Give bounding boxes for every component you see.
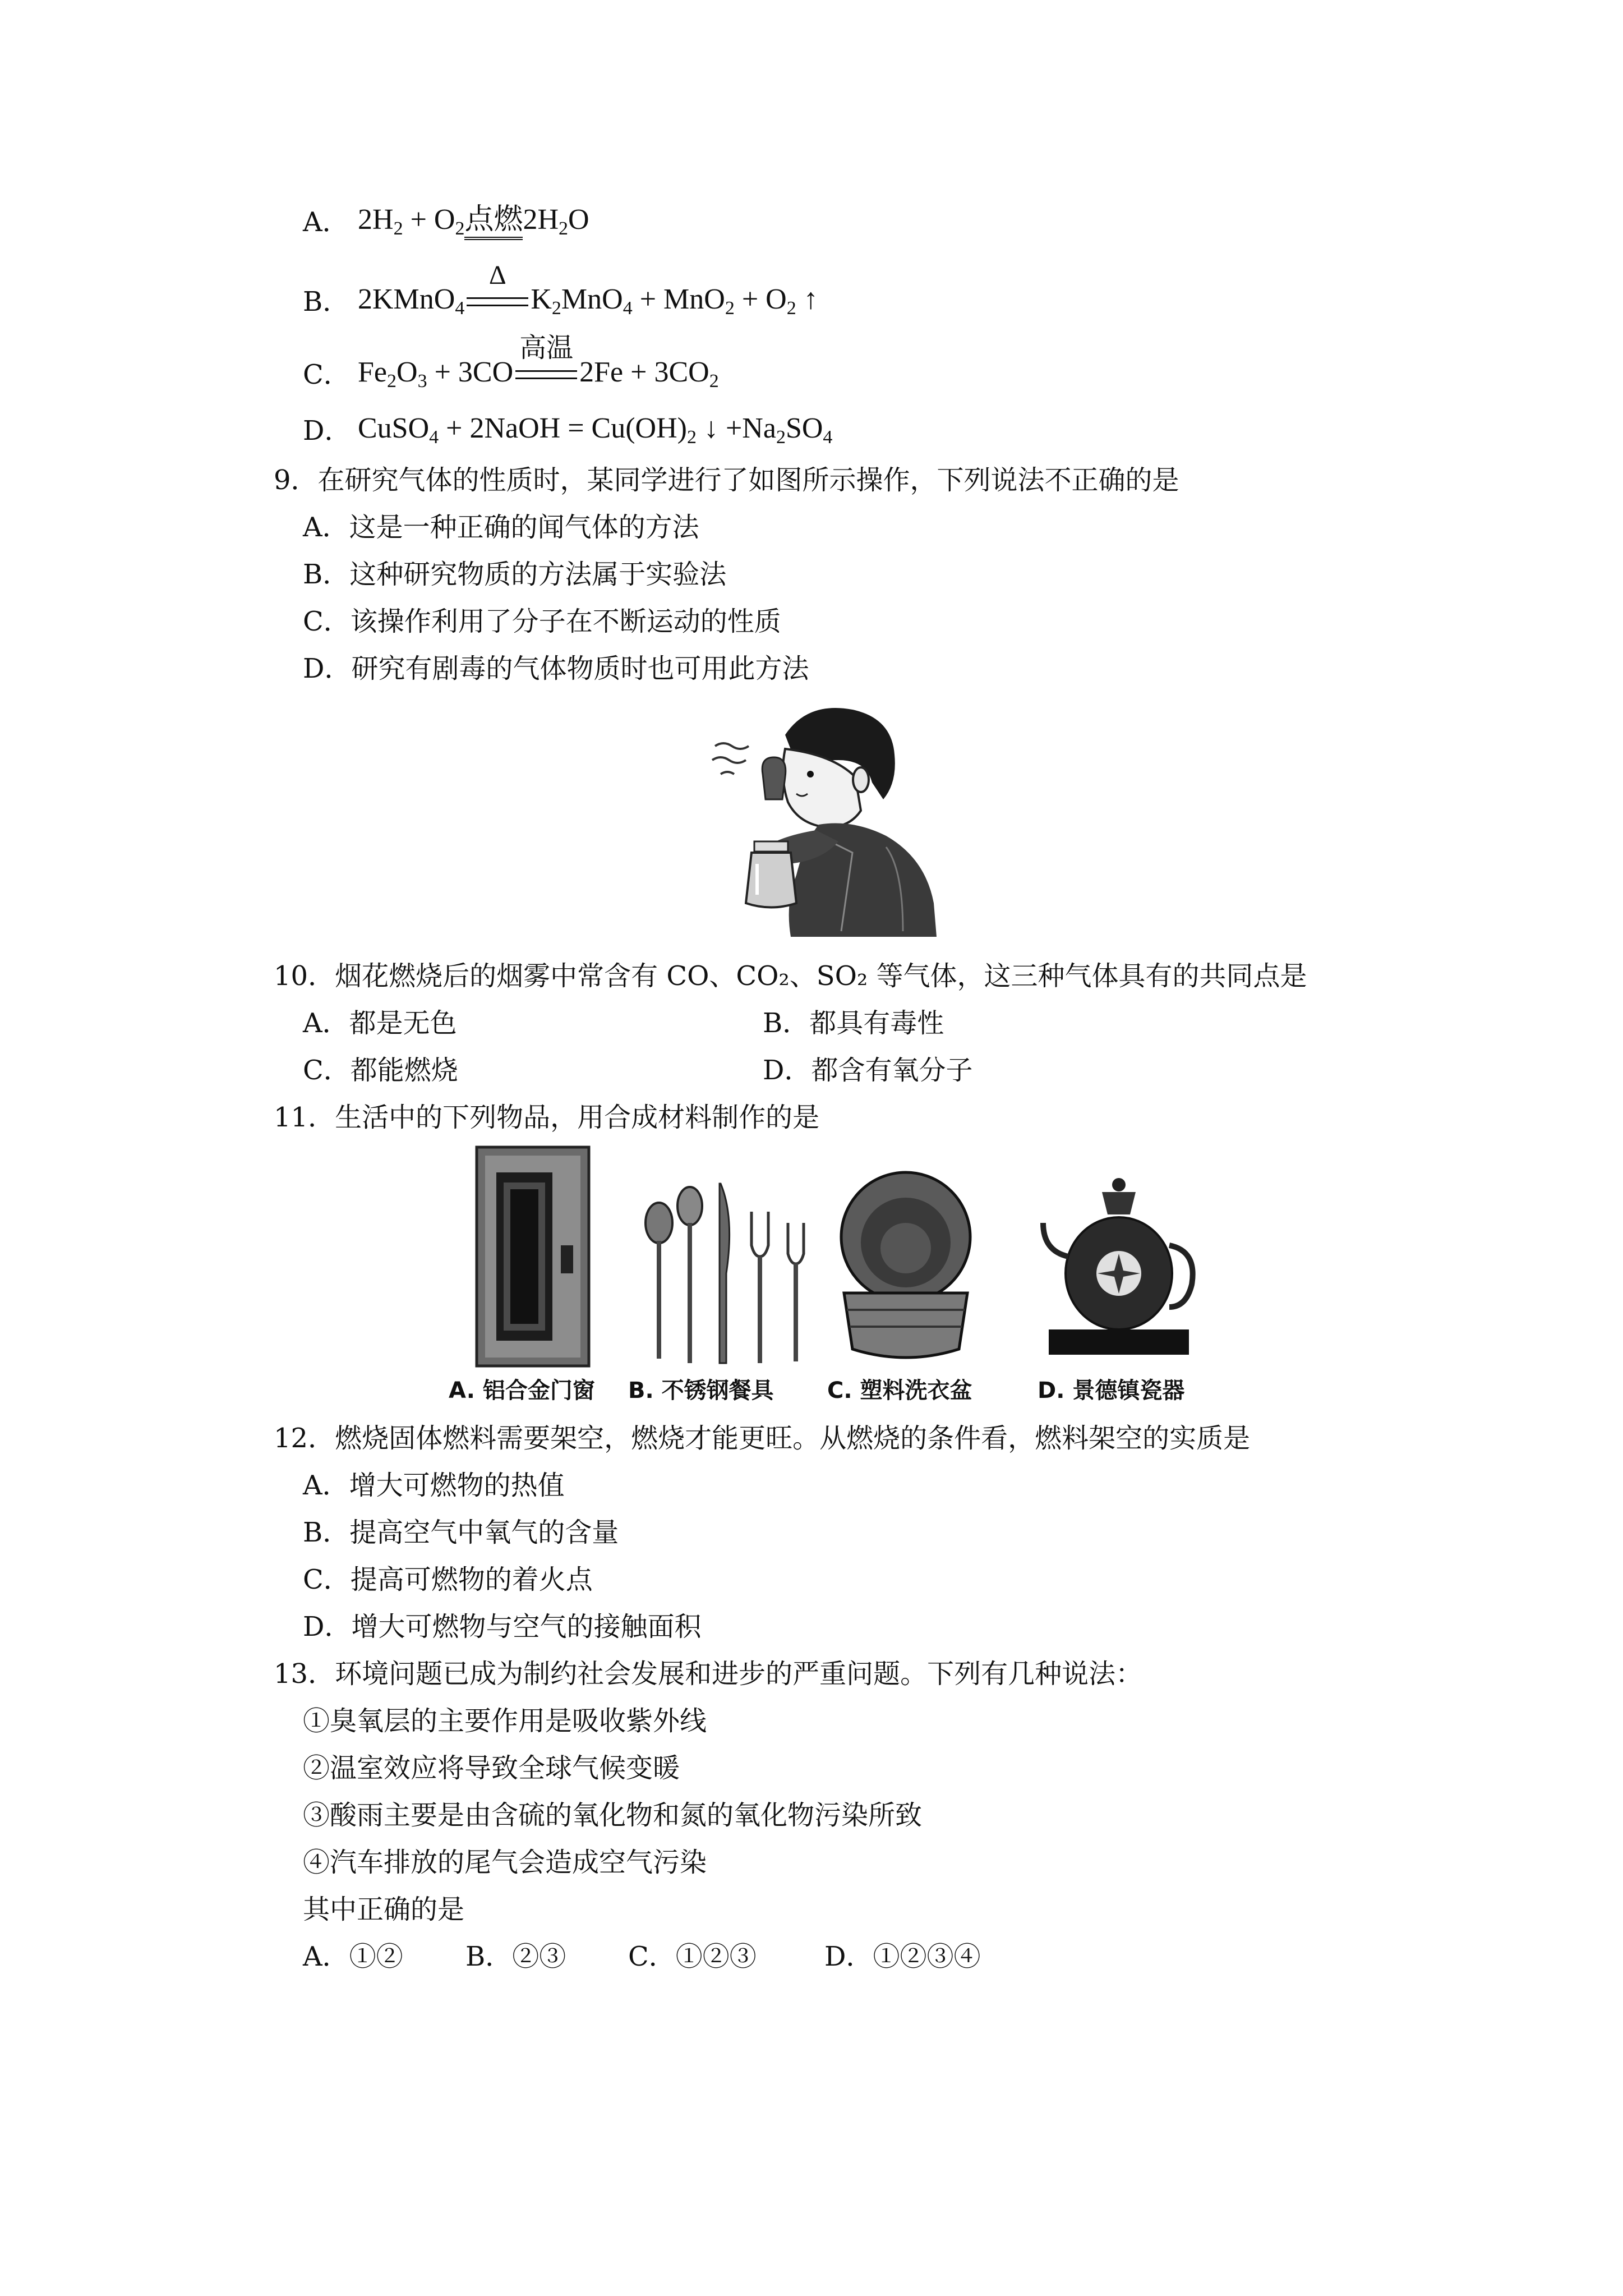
q10-stem: 10．烟花燃烧后的烟雾中常含有 CO、CO₂、SO₂ 等气体，这三种气体具有的共同点是 <box>274 960 1307 992</box>
q10-option-a: A．都是无色 <box>303 1007 457 1039</box>
q11-caption-b: B. 不锈钢餐具 <box>628 1378 774 1404</box>
jingdezhen-porcelain-image <box>1038 1172 1200 1363</box>
q11-caption-d: D. 景德镇瓷器 <box>1038 1378 1185 1404</box>
q8-condition-a: 点燃 <box>464 204 523 240</box>
q8-equation-a: $2H_2 + O_2$点燃$2H_2O$ <box>358 204 589 239</box>
q8-option-a-label: A． <box>303 206 349 238</box>
aluminum-door-image <box>471 1144 594 1369</box>
q9-option-b: B．这种研究物质的方法属于实验法 <box>303 559 727 590</box>
q10-option-c: C．都能燃烧 <box>303 1055 458 1086</box>
q13-statement-1: ①臭氧层的主要作用是吸收紫外线 <box>303 1705 707 1737</box>
q13-option-d: D．①②③④ <box>824 1941 981 1972</box>
q13-option-a: A．①② <box>303 1941 403 1972</box>
q13-statement-2: ②温室效应将导致全球气候变暖 <box>303 1752 680 1784</box>
q13-stem: 13．环境问题已成为制约社会发展和进步的严重问题。下列有几种说法： <box>274 1658 1143 1690</box>
q13-question: 其中正确的是 <box>303 1894 465 1925</box>
q13-statement-4: ④汽车排放的尾气会造成空气污染 <box>303 1847 707 1878</box>
q13-option-b: B．②③ <box>465 1941 566 1972</box>
q8-condition-b: Δ <box>488 260 506 290</box>
q8-condition-c: 高温 <box>519 333 574 363</box>
q12-option-c: C．提高可燃物的着火点 <box>303 1564 593 1595</box>
q11-caption-a: A. 铝合金门窗 <box>449 1378 595 1404</box>
q12-stem: 12．燃烧固体燃料需要架空，燃烧才能更旺。从燃烧的条件看，燃料架空的实质是 <box>274 1423 1251 1454</box>
q9-option-a: A．这是一种正确的闻气体的方法 <box>303 512 699 543</box>
q8-equation-c: $Fe_2O_3 + 3CO$ 高温 $2Fe + 3CO_2$ <box>358 333 719 392</box>
q13-option-c: C．①②③ <box>628 1941 757 1972</box>
q12-option-b: B．提高空气中氧气的含量 <box>303 1517 619 1548</box>
boy-smelling-gas-illustration <box>701 696 948 937</box>
plastic-washbasin-image <box>836 1164 976 1372</box>
q8-option-d-label: D． <box>303 415 352 447</box>
q12-option-a: A．增大可燃物的热值 <box>303 1470 565 1501</box>
q9-option-d: D．研究有剧毒的气体物质时也可用此方法 <box>303 653 809 684</box>
q8-option-c-label: C． <box>303 359 351 390</box>
q8-option-b-label: B． <box>303 286 350 318</box>
q10-option-d: D．都含有氧分子 <box>763 1055 973 1086</box>
q9-stem: 9．在研究气体的性质时，某同学进行了如图所示操作，下列说法不正确的是 <box>274 464 1179 496</box>
q11-stem: 11．生活中的下列物品，用合成材料制作的是 <box>274 1102 820 1133</box>
q10-option-b: B．都具有毒性 <box>763 1007 944 1039</box>
q9-option-c: C．该操作利用了分子在不断运动的性质 <box>303 606 781 637</box>
q12-option-d: D．增大可燃物与空气的接触面积 <box>303 1611 702 1642</box>
q11-caption-c: C. 塑料洗衣盆 <box>827 1378 972 1404</box>
stainless-steel-cutlery-image <box>637 1172 822 1369</box>
q8-equation-b: 2KMnO$_4$ Δ $K_2MnO_4 + MnO_2 + O_2$ ↑ <box>358 260 818 319</box>
q8-equation-d: CuSO$_4$ + 2NaOH = $Cu(OH)_2$ ↓ $+Na_2SO_4$ <box>358 412 833 448</box>
q13-statement-3: ③酸雨主要是由含硫的氧化物和氮的氧化物污染所致 <box>303 1800 923 1831</box>
